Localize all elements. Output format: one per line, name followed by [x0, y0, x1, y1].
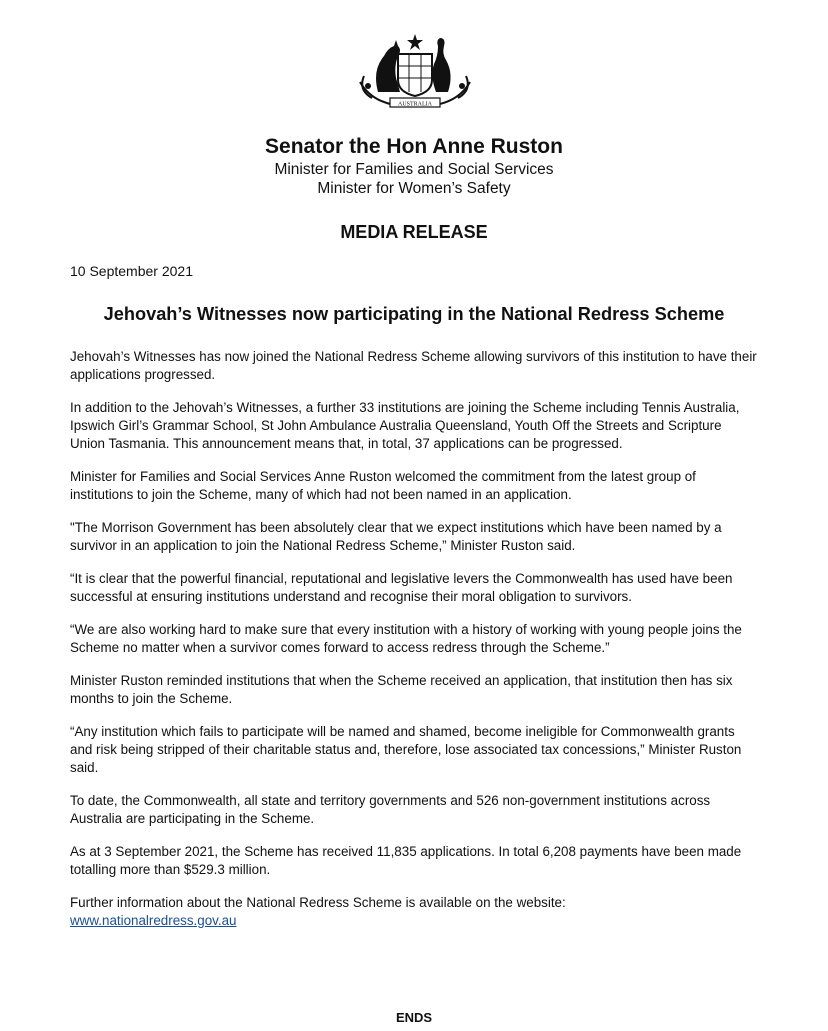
ends-marker: ENDS	[395, 1010, 433, 1025]
letterhead	[0, 134, 828, 198]
headline: Jehovah’s Witnesses now participating in the National Redress Scheme	[103, 304, 725, 324]
paragraph: “Any institution which fails to participate will be named and shamed, become ineligible for Commonwealth grants and risk being stripped of their charitable status and, therefore, lose associated tax concessions,” Minister Ruston said.	[70, 724, 742, 775]
release-date: 10 September 2021	[70, 263, 193, 279]
paragraph: "The Morrison Government has been absolutely clear that we expect institutions which have been named by a survivor in an application to join the National Redress Scheme,” Minister Ruston said.	[70, 520, 722, 553]
minister-role-2: Minister for Women’s Safety	[317, 180, 511, 197]
paragraph: Minister Ruston reminded institutions that when the Scheme received an application, that institution then has six months to join the Scheme.	[70, 673, 733, 706]
release-body	[70, 348, 760, 930]
further-info-paragraph	[70, 894, 760, 930]
paragraph: Jehovah’s Witnesses has now joined the National Redress Scheme allowing survivors of this institution to have their applications progressed.	[70, 349, 757, 382]
australian-coat-of-arms-crest	[350, 30, 480, 114]
senator-name: Senator the Hon Anne Ruston	[265, 135, 563, 158]
further-info-text: Further information about the National Redress Scheme is available on the website:	[70, 895, 566, 910]
paragraph: Minister for Families and Social Services Anne Ruston welcomed the commitment from the latest group of institutions to join the Scheme, many of which had not been named in an application.	[70, 469, 696, 502]
paragraph: In addition to the Jehovah’s Witnesses, a further 33 institutions are joining the Scheme including Tennis Australia, Ipswich Girl’s Grammar School, St John Ambulance Australia Queensland, Youth Off the Streets and Scripture Union Tasmania. This announcement means that, in total, 37 applications can be progressed.	[70, 400, 740, 451]
paragraph: “We are also working hard to make sure that every institution with a history of working with young people joins the Scheme no matter when a survivor comes forward to access redress through the Scheme.”	[70, 622, 742, 655]
website-link[interactable]: www.nationalredress.gov.au	[70, 913, 237, 928]
crest-motto: AUSTRALIA	[398, 101, 432, 108]
paragraph: “It is clear that the powerful financial, reputational and legislative levers the Commonwealth has used have been successful at ensuring institutions understand and recognise their moral obligation to survivors.	[70, 571, 733, 604]
paragraph: To date, the Commonwealth, all state and territory governments and 526 non-government institutions across Australia are participating in the Scheme.	[70, 793, 711, 826]
minister-role-1: Minister for Families and Social Services	[274, 161, 554, 178]
media-release-label: MEDIA RELEASE	[340, 222, 488, 242]
paragraph: As at 3 September 2021, the Scheme has received 11,835 applications. In total 6,208 payments have been made totalling more than $529.3 million.	[70, 844, 742, 877]
